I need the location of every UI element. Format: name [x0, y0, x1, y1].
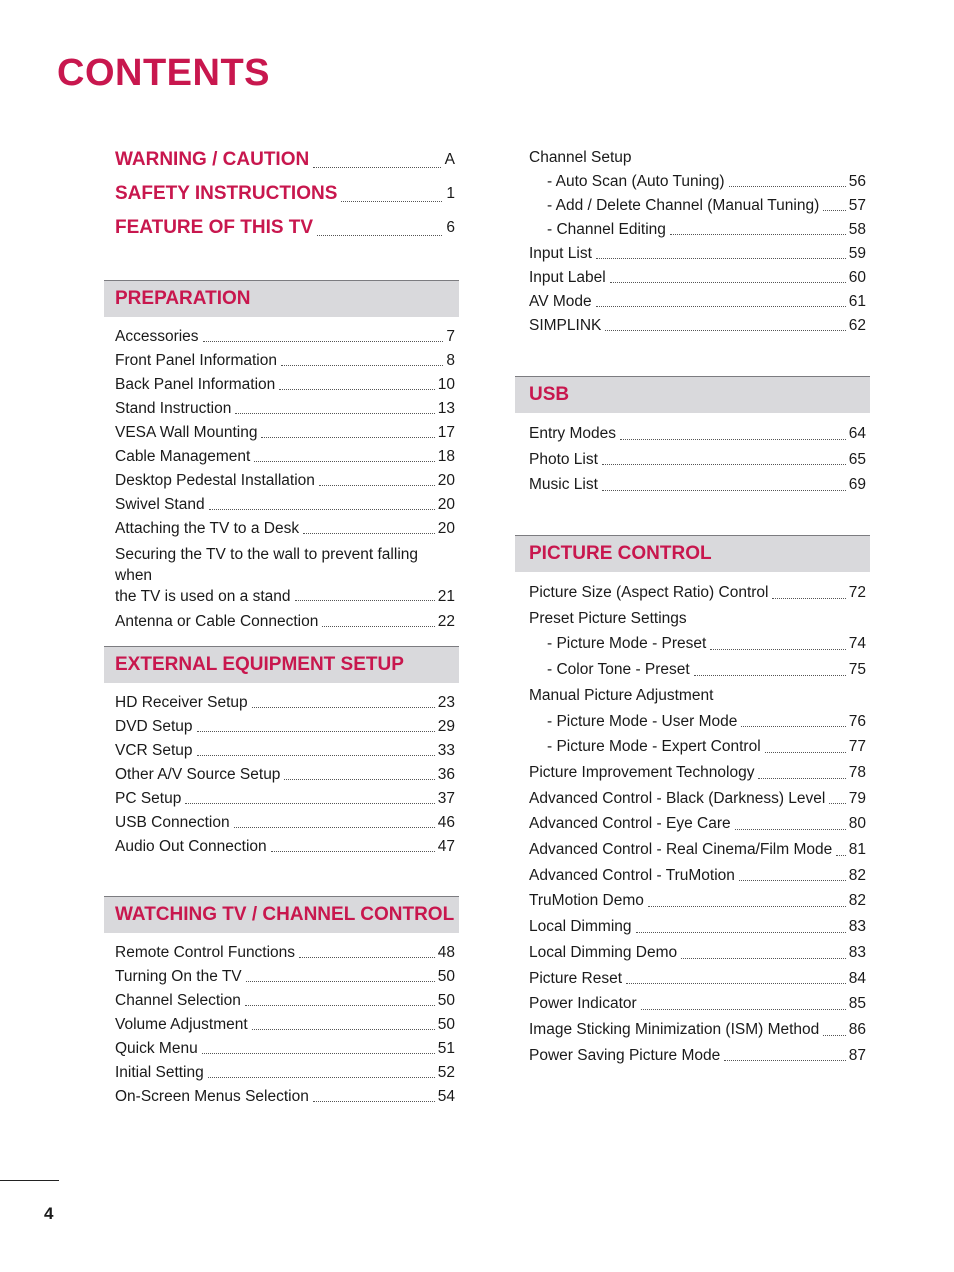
toc-entry[interactable]: [515, 966, 870, 992]
toc-page-number: 21: [437, 588, 455, 605]
section-usb: [515, 376, 870, 498]
toc-entry[interactable]: [515, 991, 870, 1017]
toc-link-safety-instructions[interactable]: [104, 177, 459, 211]
dot-leader: [261, 437, 434, 438]
toc-entry-label: Input List: [529, 245, 592, 262]
section-heading: EXTERNAL EQUIPMENT SETUP: [104, 646, 459, 683]
toc-page-number: 17: [437, 424, 455, 441]
dot-leader: [710, 649, 845, 650]
toc-page-number: 46: [437, 814, 455, 831]
toc-page-number: 50: [437, 968, 455, 985]
toc-entry[interactable]: [515, 863, 870, 889]
toc-entry-label: Music List: [529, 476, 598, 494]
section-preparation: [104, 280, 459, 634]
dot-leader: [739, 880, 846, 881]
toc-page-number: 65: [848, 450, 866, 468]
toc-entry-multiline[interactable]: [104, 544, 459, 607]
toc-entry[interactable]: [515, 194, 870, 218]
toc-entry[interactable]: [515, 290, 870, 314]
toc-entry[interactable]: [104, 1061, 459, 1085]
dot-leader: [303, 533, 435, 534]
dot-leader: [648, 906, 846, 907]
toc-entry[interactable]: [104, 1037, 459, 1061]
toc-entry-label: Volume Adjustment: [115, 1016, 248, 1033]
dot-leader: [284, 779, 434, 780]
subsection-heading: Preset Picture Settings: [529, 609, 687, 627]
dot-leader: [636, 932, 846, 933]
toc-page-number: 8: [446, 352, 455, 369]
subsection-heading: Manual Picture Adjustment: [529, 686, 714, 704]
toc-entry-label: HD Receiver Setup: [115, 694, 248, 711]
toc-entry-label: Picture Improvement Technology: [529, 763, 755, 781]
toc-entry-label: VCR Setup: [115, 742, 193, 759]
toc-entry[interactable]: [104, 989, 459, 1013]
toc-page-number: 81: [848, 841, 866, 859]
toc-entry-label: Quick Menu: [115, 1040, 198, 1057]
toc-page-number: 87: [848, 1046, 866, 1064]
dot-leader: [246, 981, 435, 982]
toc-entry-label-line2: the TV is used on a stand: [115, 588, 291, 605]
dot-leader: [209, 509, 435, 510]
toc-entry[interactable]: [515, 734, 870, 760]
toc-entry-label: TruMotion Demo: [529, 892, 644, 910]
toc-entry[interactable]: [104, 610, 459, 634]
toc-entry-label: Picture Reset: [529, 969, 623, 987]
dot-leader: [758, 778, 845, 779]
toc-entry-label: Desktop Pedestal Installation: [115, 472, 315, 489]
toc-entry[interactable]: [104, 811, 459, 835]
toc-entry[interactable]: [515, 914, 870, 940]
toc-entry[interactable]: [104, 349, 459, 373]
toc-page-number: 54: [437, 1088, 455, 1105]
toc-page-number: 85: [848, 995, 866, 1013]
toc-page-number: 50: [437, 1016, 455, 1033]
toc-entry-label: Initial Setting: [115, 1064, 204, 1081]
toc-entry-label: - Picture Mode - User Mode: [547, 712, 738, 730]
toc-page-number: 61: [848, 293, 866, 310]
toc-entry-label: Back Panel Information: [115, 376, 276, 393]
toc-entry[interactable]: [104, 325, 459, 349]
toc-entry-label: DVD Setup: [115, 718, 193, 735]
toc-entry-label: - Picture Mode - Expert Control: [547, 738, 761, 756]
toc-entry-label: SIMPLINK: [529, 317, 602, 334]
toc-entry[interactable]: [515, 811, 870, 837]
toc-entry[interactable]: [104, 941, 459, 965]
toc-entry[interactable]: [515, 218, 870, 242]
dot-leader: [741, 726, 845, 727]
toc-entry[interactable]: [515, 472, 870, 498]
toc-entry[interactable]: [104, 493, 459, 517]
toc-entry-label: - Color Tone - Preset: [547, 661, 690, 679]
toc-page-number: 51: [437, 1040, 455, 1057]
dot-leader: [295, 600, 435, 601]
toc-page-number: 22: [437, 613, 455, 630]
toc-entry-label: Remote Control Functions: [115, 944, 296, 961]
toc-link-label: SAFETY INSTRUCTIONS: [115, 183, 338, 204]
toc-entry-label: Swivel Stand: [115, 496, 205, 513]
toc-entry[interactable]: [104, 715, 459, 739]
section-heading: USB: [515, 376, 870, 413]
toc-page-number: 36: [437, 766, 455, 783]
dot-leader: [197, 731, 435, 732]
toc-entry-label: - Auto Scan (Auto Tuning): [547, 173, 725, 190]
toc-entry[interactable]: [104, 397, 459, 421]
toc-page-number: 33: [437, 742, 455, 759]
toc-entry[interactable]: [515, 631, 870, 657]
toc-entry-label: Power Saving Picture Mode: [529, 1046, 721, 1064]
toc-entry-label: On-Screen Menus Selection: [115, 1088, 309, 1105]
dot-leader: [299, 957, 435, 958]
toc-entry-label: Power Indicator: [529, 995, 637, 1013]
toc-entry[interactable]: [104, 691, 459, 715]
toc-page-number: 23: [437, 694, 455, 711]
dot-leader: [322, 626, 434, 627]
toc-page-number: 62: [848, 317, 866, 334]
toc-entry-label: Advanced Control - TruMotion: [529, 866, 735, 884]
dot-leader: [694, 675, 846, 676]
toc-page-number: A: [444, 151, 455, 168]
dot-leader: [317, 235, 442, 236]
toc-entry[interactable]: [515, 266, 870, 290]
toc-page-number: 1: [446, 185, 455, 202]
toc-entry[interactable]: [515, 709, 870, 735]
toc-page-number: 82: [848, 866, 866, 884]
toc-entry[interactable]: [104, 469, 459, 493]
dot-leader: [252, 1029, 435, 1030]
toc-entry-label: Turning On the TV: [115, 968, 242, 985]
toc-entry[interactable]: [515, 1043, 870, 1069]
toc-entry-label-line1: Securing the TV to the wall to prevent falling when: [115, 546, 418, 584]
toc-page-number: 20: [437, 496, 455, 513]
dot-leader: [245, 1005, 435, 1006]
toc-entry-label: Attaching the TV to a Desk: [115, 520, 300, 537]
dot-leader: [765, 752, 846, 753]
toc-entry[interactable]: [104, 739, 459, 763]
toc-entry[interactable]: [104, 421, 459, 445]
section-heading: WATCHING TV / CHANNEL CONTROL: [104, 896, 459, 933]
toc-entry-label: Local Dimming Demo: [529, 943, 678, 961]
left-column: [104, 143, 459, 245]
toc-page-number: 13: [437, 400, 455, 417]
toc-entry[interactable]: [104, 517, 459, 541]
dot-leader: [605, 330, 845, 331]
dot-leader: [602, 490, 846, 491]
toc-page-number: 79: [848, 789, 866, 807]
section-heading: PICTURE CONTROL: [515, 535, 870, 572]
toc-entry[interactable]: [515, 421, 870, 447]
toc-page-number: 78: [848, 763, 866, 781]
toc-entry-label: Image Sticking Minimization (ISM) Method: [529, 1020, 820, 1038]
toc-entry[interactable]: [515, 314, 870, 338]
dot-leader: [208, 1077, 435, 1078]
toc-entry-label: Advanced Control - Real Cinema/Film Mode: [529, 841, 833, 859]
top-links: [104, 143, 459, 245]
toc-entry-label: Antenna or Cable Connection: [115, 613, 319, 630]
dot-leader: [602, 464, 846, 465]
toc-entry[interactable]: [515, 786, 870, 812]
toc-page-number: 10: [437, 376, 455, 393]
toc-link-label: WARNING / CAUTION: [115, 149, 310, 170]
toc-page-number: 52: [437, 1064, 455, 1081]
toc-entry[interactable]: [104, 1085, 459, 1109]
toc-entry-label: Other A/V Source Setup: [115, 766, 281, 783]
dot-leader: [271, 851, 435, 852]
toc-page-number: 20: [437, 472, 455, 489]
toc-page-number: 72: [848, 584, 866, 601]
toc-entry[interactable]: [515, 242, 870, 266]
toc-entry-label: Cable Management: [115, 448, 251, 465]
toc-page-number: 18: [437, 448, 455, 465]
toc-page-number: 6: [446, 219, 455, 236]
subsection-heading: Channel Setup: [529, 149, 632, 166]
section-heading: PREPARATION: [104, 280, 459, 317]
footer-divider: [0, 1180, 59, 1181]
toc-entry-label: USB Connection: [115, 814, 230, 831]
toc-entry[interactable]: [515, 447, 870, 473]
toc-entry[interactable]: [515, 580, 870, 606]
toc-entry[interactable]: [515, 170, 870, 194]
toc-entry[interactable]: [104, 373, 459, 397]
dot-leader: [596, 306, 846, 307]
toc-entry[interactable]: [515, 1017, 870, 1043]
page-number: 4: [44, 1204, 54, 1223]
toc-page-number: 77: [848, 738, 866, 756]
dot-leader: [823, 1035, 845, 1036]
toc-entry-label: AV Mode: [529, 293, 592, 310]
dot-leader: [281, 365, 443, 366]
page-title: CONTENTS: [57, 52, 270, 94]
toc-page-number: 37: [437, 790, 455, 807]
toc-entry[interactable]: [104, 787, 459, 811]
toc-entry-label: - Picture Mode - Preset: [547, 635, 707, 653]
toc-page-number: 48: [437, 944, 455, 961]
toc-entry[interactable]: [515, 888, 870, 914]
dot-leader: [735, 829, 846, 830]
toc-page-number: 7: [446, 328, 455, 345]
toc-page-number: 20: [437, 520, 455, 537]
dot-leader: [670, 234, 846, 235]
toc-page-number: 29: [437, 718, 455, 735]
toc-page-number: 83: [848, 943, 866, 961]
toc-page-number: 50: [437, 992, 455, 1009]
toc-page-number: 75: [848, 661, 866, 679]
toc-page-number: 59: [848, 245, 866, 262]
dot-leader: [681, 958, 846, 959]
toc-entry[interactable]: [104, 965, 459, 989]
dot-leader: [203, 341, 444, 342]
toc-page-number: 47: [437, 838, 455, 855]
toc-entry-label: VESA Wall Mounting: [115, 424, 258, 441]
toc-entry-label: Advanced Control - Eye Care: [529, 815, 731, 833]
toc-entry-label: Stand Instruction: [115, 400, 232, 417]
section-watching-tv: [104, 896, 459, 1109]
toc-entry[interactable]: [104, 763, 459, 787]
toc-entry-label: Channel Selection: [115, 992, 241, 1009]
toc-entry-label: Picture Size (Aspect Ratio) Control: [529, 584, 769, 601]
dot-leader: [836, 855, 846, 856]
dot-leader: [641, 1009, 846, 1010]
dot-leader: [313, 167, 440, 168]
section-channel-setup: [515, 146, 870, 338]
toc-link-label: FEATURE OF THIS TV: [115, 217, 314, 238]
toc-link-feature-of-this-tv[interactable]: [104, 211, 459, 245]
dot-leader: [724, 1060, 845, 1061]
toc-entry[interactable]: [515, 760, 870, 786]
dot-leader: [341, 201, 442, 202]
toc-entry[interactable]: [515, 837, 870, 863]
toc-entry-label: Advanced Control - Black (Darkness) Level: [529, 789, 826, 807]
toc-entry-label: PC Setup: [115, 790, 182, 807]
toc-page-number: 80: [848, 815, 866, 833]
toc-page-number: 83: [848, 918, 866, 936]
toc-page-number: 86: [848, 1020, 866, 1038]
toc-entry-label: Input Label: [529, 269, 606, 286]
dot-leader: [185, 803, 434, 804]
dot-leader: [279, 389, 434, 390]
dot-leader: [319, 485, 435, 486]
toc-page-number: 74: [848, 635, 866, 653]
toc-entry-label: - Channel Editing: [547, 221, 666, 238]
dot-leader: [626, 983, 846, 984]
dot-leader: [202, 1053, 435, 1054]
dot-leader: [829, 803, 845, 804]
toc-entry[interactable]: [104, 1013, 459, 1037]
dot-leader: [252, 707, 435, 708]
toc-entry[interactable]: [104, 445, 459, 469]
toc-entry-label: - Add / Delete Channel (Manual Tuning): [547, 197, 820, 214]
toc-entry-label: Local Dimming: [529, 918, 632, 936]
section-picture-control: [515, 535, 870, 1068]
toc-entry[interactable]: [515, 940, 870, 966]
toc-page-number: 76: [848, 712, 866, 730]
toc-entry[interactable]: [515, 657, 870, 683]
dot-leader: [772, 598, 845, 599]
toc-page-number: 82: [848, 892, 866, 910]
dot-leader: [596, 258, 846, 259]
toc-entry-label: Audio Out Connection: [115, 838, 267, 855]
section-external-equipment: [104, 646, 459, 859]
toc-page-number: 56: [848, 173, 866, 190]
dot-leader: [235, 413, 434, 414]
toc-entry-label: Front Panel Information: [115, 352, 277, 369]
toc-page-number: 58: [848, 221, 866, 238]
toc-link-warning-caution[interactable]: [104, 143, 459, 177]
dot-leader: [823, 210, 845, 211]
toc-entry-label: Accessories: [115, 328, 199, 345]
toc-entry-label: Entry Modes: [529, 425, 617, 442]
dot-leader: [197, 755, 435, 756]
toc-page-number: 57: [848, 197, 866, 214]
toc-entry[interactable]: [104, 835, 459, 859]
dot-leader: [610, 282, 846, 283]
toc-page-number: 69: [848, 476, 866, 494]
toc-page-number: 84: [848, 969, 866, 987]
dot-leader: [254, 461, 434, 462]
dot-leader: [729, 186, 846, 187]
toc-page-number: 60: [848, 269, 866, 286]
toc-entry-label: Photo List: [529, 450, 598, 468]
toc-page-number: 64: [848, 425, 866, 442]
dot-leader: [234, 827, 435, 828]
dot-leader: [620, 439, 846, 440]
dot-leader: [313, 1101, 435, 1102]
